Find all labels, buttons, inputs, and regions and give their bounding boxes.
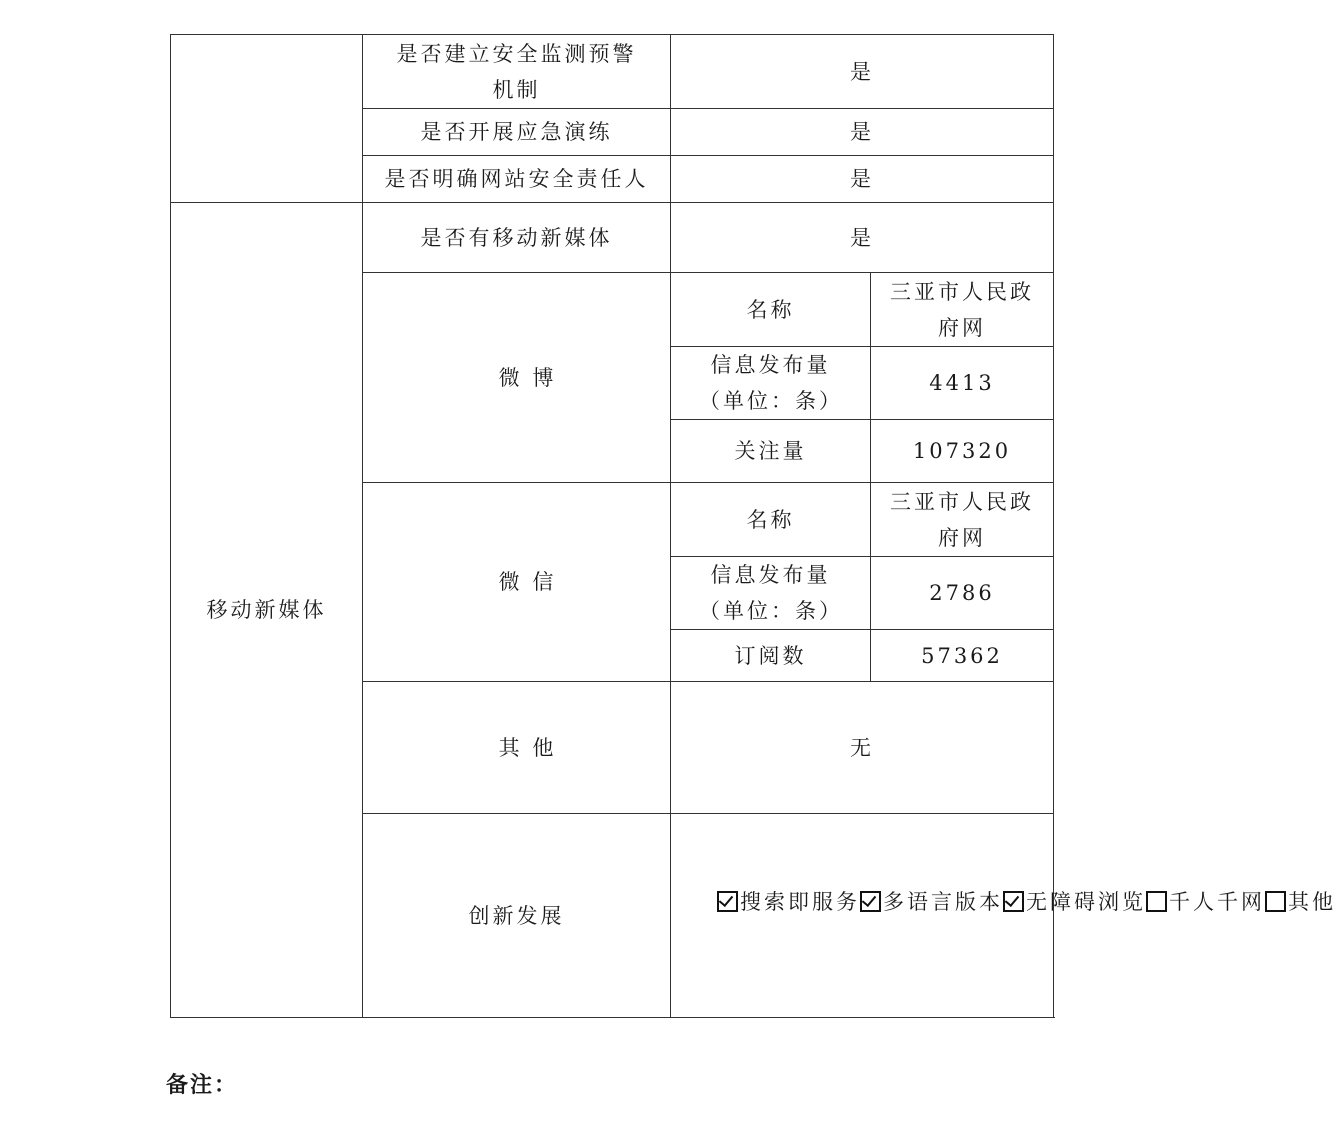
checked-box-icon[interactable]	[717, 891, 738, 912]
report-table	[170, 34, 1336, 1018]
innovation-option-label: 多语言版本	[883, 890, 1003, 914]
other-label: 其 他	[363, 682, 671, 814]
has-mobile-label: 是否有移动新媒体	[363, 203, 671, 273]
wechat-label: 微 信	[363, 483, 671, 682]
weibo-name-value: 三亚市人民政府网	[871, 273, 1054, 347]
checked-box-icon[interactable]	[860, 891, 881, 912]
unchecked-box-icon[interactable]	[1265, 891, 1286, 912]
mobile-section-label: 移动新媒体	[171, 203, 363, 1018]
innovation-option[interactable]	[1265, 890, 1336, 914]
wechat-posts-value: 2786	[871, 557, 1054, 630]
drill-value: 是	[671, 109, 1054, 156]
empty-section-cell	[171, 35, 363, 203]
innovation-option[interactable]	[1146, 890, 1265, 914]
checked-box-icon[interactable]	[1003, 891, 1024, 912]
monitor-value: 是	[671, 35, 1054, 109]
weibo-follow-label: 关注量	[671, 420, 871, 483]
innovation-option-label: 千人千网	[1169, 890, 1265, 914]
innovation-option[interactable]	[717, 890, 860, 914]
innovation-option-label: 无障碍浏览	[1026, 890, 1146, 914]
innovation-option[interactable]	[860, 890, 1003, 914]
has-mobile-value: 是	[671, 203, 1054, 273]
weibo-follow-value: 107320	[871, 420, 1054, 483]
innovation-option[interactable]	[1003, 890, 1146, 914]
weibo-name-label: 名称	[671, 273, 871, 347]
owner-label: 是否明确网站安全责任人	[363, 156, 671, 203]
weibo-posts-label: 信息发布量（单位：条）	[671, 347, 871, 420]
drill-label: 是否开展应急演练	[363, 109, 671, 156]
weibo-posts-value: 4413	[871, 347, 1054, 420]
innovation-label: 创新发展	[363, 814, 671, 1018]
wechat-posts-label: 信息发布量（单位：条）	[671, 557, 871, 630]
owner-value: 是	[671, 156, 1054, 203]
note-label: 备注：	[166, 1072, 239, 1098]
innovation-option-label: 其他	[1288, 890, 1336, 914]
other-value: 无	[671, 682, 1054, 814]
weibo-label: 微 博	[363, 273, 671, 483]
unchecked-box-icon[interactable]	[1146, 891, 1167, 912]
innovation-option-label: 搜索即服务	[740, 890, 860, 914]
wechat-sub-label: 订阅数	[671, 630, 871, 682]
innovation-options	[671, 814, 1336, 1018]
wechat-name-value: 三亚市人民政府网	[871, 483, 1054, 557]
monitor-label: 是否建立安全监测预警机制	[363, 35, 671, 109]
wechat-sub-value: 57362	[871, 630, 1054, 682]
wechat-name-label: 名称	[671, 483, 871, 557]
